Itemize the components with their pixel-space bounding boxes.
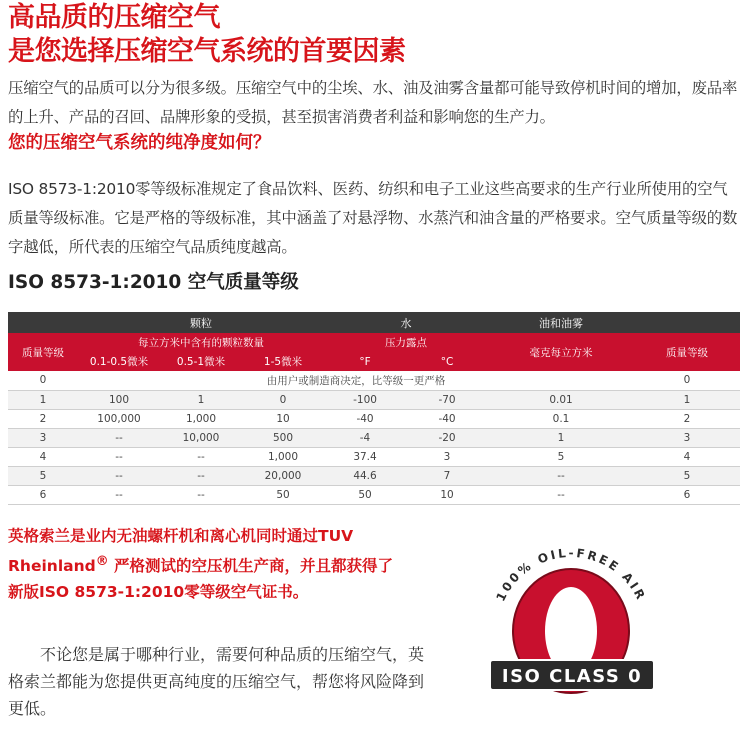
- page-title-line-2: 是您选择压缩空气系统的首要因素: [8, 36, 406, 67]
- dew-f-cell: 44.6: [324, 466, 406, 485]
- particles-cell: --: [160, 485, 242, 504]
- oil-cell: 0.01: [488, 390, 634, 409]
- ingersoll-rand-statement: [8, 523, 408, 605]
- dew-c-cell: 7: [406, 466, 488, 485]
- class-cell: 0: [8, 371, 78, 390]
- table-row: [8, 447, 740, 466]
- particle-size-1: 0.1-0.5微米: [78, 352, 160, 371]
- class-cell-right: 0: [634, 371, 740, 390]
- particles-cell: 10: [242, 409, 324, 428]
- intro-paragraph: 压缩空气的品质可以分为很多级。压缩空气中的尘埃、水、油及油雾含量都可能导致停机时间的增加，废品率的上升、产品的召回、品牌形象的受损，甚至损害消费者利益和影响您的生产力。: [8, 79, 738, 126]
- particle-size-3: 1-5微米: [242, 352, 324, 371]
- particle-size-2: 0.5-1微米: [160, 352, 242, 371]
- category-blank: [8, 312, 78, 333]
- particles-cell: 1: [160, 390, 242, 409]
- dew-c-cell: -40: [406, 409, 488, 428]
- fahrenheit-header: °F: [324, 352, 406, 371]
- particles-cell: 50: [242, 485, 324, 504]
- particles-cell: --: [78, 485, 160, 504]
- particles-cell: 1,000: [242, 447, 324, 466]
- dew-c-cell: -70: [406, 390, 488, 409]
- particles-cell: 500: [242, 428, 324, 447]
- particles-cell: --: [78, 447, 160, 466]
- dew-f-cell: 50: [324, 485, 406, 504]
- oil-cell: --: [488, 485, 634, 504]
- particles-cell: 100,000: [78, 409, 160, 428]
- air-quality-table: [8, 312, 740, 505]
- class0-note: 由用户或制造商决定，比等级一更严格: [78, 371, 634, 390]
- oil-cell: 1: [488, 428, 634, 447]
- class-cell-right: 3: [634, 428, 740, 447]
- dew-f-cell: -100: [324, 390, 406, 409]
- oil-cell: 5: [488, 447, 634, 466]
- ingersoll-text-part-2: 严格测试的空压机生产商，并且都获得了新版ISO 8573-1:2010零等级空气证书。: [8, 557, 394, 602]
- particles-cell: --: [160, 447, 242, 466]
- particles-per-m3-header: 每立方米中含有的颗粒数量: [78, 333, 324, 352]
- dew-f-cell: 37.4: [324, 447, 406, 466]
- class-cell-right: 4: [634, 447, 740, 466]
- class-cell-right: 6: [634, 485, 740, 504]
- registered-mark: ®: [95, 554, 109, 569]
- ingersoll-text-part-1: 英格索兰是业内无油螺杆机和离心机同时通过TUV Rheinland: [8, 527, 354, 576]
- dew-point-header: 压力露点: [324, 333, 488, 352]
- oil-free-arc-text: 100% OIL-FREE AIR: [493, 545, 649, 604]
- closing-paragraph: 不论您是属于哪种行业，需要何种品质的压缩空气，英格索兰都能为您提供更高纯度的压缩空气，帮您将风险降到更低。: [8, 645, 425, 718]
- particles-cell: 1,000: [160, 409, 242, 428]
- celsius-header: °C: [406, 352, 488, 371]
- class-cell: 3: [8, 428, 78, 447]
- particles-cell: --: [78, 428, 160, 447]
- class-header-right: 质量等级: [634, 333, 740, 371]
- particles-cell: 100: [78, 390, 160, 409]
- particles-cell: 0: [242, 390, 324, 409]
- category-water: 水: [324, 312, 488, 333]
- class-cell: 4: [8, 447, 78, 466]
- particles-cell: 10,000: [160, 428, 242, 447]
- particles-cell: --: [160, 466, 242, 485]
- badge-label: ISO CLASS 0: [501, 666, 643, 687]
- table-row: [8, 371, 740, 390]
- class-cell: 1: [8, 390, 78, 409]
- class-cell-right: 1: [634, 390, 740, 409]
- dew-f-cell: -40: [324, 409, 406, 428]
- class-cell-right: 5: [634, 466, 740, 485]
- table-row: [8, 390, 740, 409]
- class-header-left: 质量等级: [8, 333, 78, 371]
- dew-c-cell: -20: [406, 428, 488, 447]
- category-oil: 油和油雾: [488, 312, 634, 333]
- table-row: [8, 466, 740, 485]
- standard-paragraph: ISO 8573-1:2010零等级标准规定了食品饮料、医药、纺织和电子工业这些高要求的生产行业所使用的空气质量等级标准。它是严格的等级标准，其中涵盖了对悬浮物、水蒸汽和油含量的严格要求。空气质量等级的数字越低，所代表的压缩空气品质纯度越高。: [8, 180, 738, 256]
- particles-cell: --: [78, 466, 160, 485]
- category-particles: 颗粒: [78, 312, 324, 333]
- dew-c-cell: 3: [406, 447, 488, 466]
- iso-class-0-badge: [476, 538, 666, 698]
- table-row: [8, 428, 740, 447]
- page-title-line-1: 高品质的压缩空气: [8, 2, 220, 33]
- table-title: ISO 8573-1:2010 空气质量等级: [8, 272, 299, 293]
- table-row: [8, 485, 740, 504]
- class-cell: 6: [8, 485, 78, 504]
- oil-cell: 0.1: [488, 409, 634, 428]
- particles-cell: 20,000: [242, 466, 324, 485]
- table-category-row: [8, 312, 740, 333]
- dew-c-cell: 10: [406, 485, 488, 504]
- class-cell-right: 2: [634, 409, 740, 428]
- category-blank-right: [634, 312, 740, 333]
- table-subheader-row: [8, 333, 740, 352]
- oil-unit-header: 毫克每立方米: [488, 333, 634, 371]
- dew-f-cell: -4: [324, 428, 406, 447]
- class-cell: 2: [8, 409, 78, 428]
- class-cell: 5: [8, 466, 78, 485]
- table-row: [8, 409, 740, 428]
- oil-cell: --: [488, 466, 634, 485]
- purity-question-heading: 您的压缩空气系统的纯净度如何？: [8, 133, 271, 153]
